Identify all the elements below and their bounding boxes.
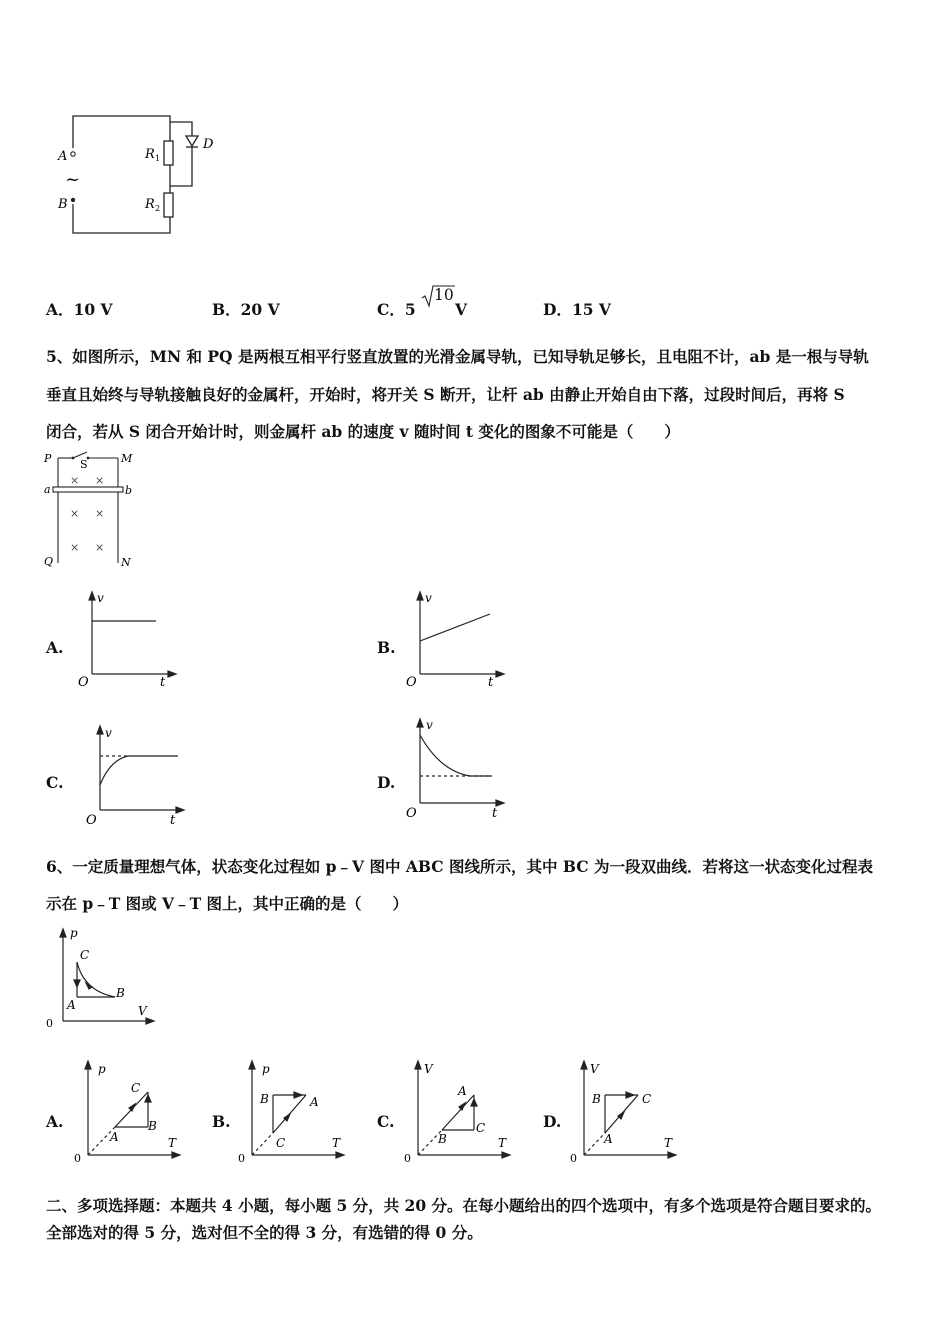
axis-v-label: v	[426, 718, 433, 732]
field-cross: ×	[95, 474, 105, 487]
axis-v-label: v	[105, 726, 112, 740]
axis-t-label: t	[488, 675, 494, 690]
q5-graph-a	[72, 586, 182, 691]
q6-graph-c	[402, 1055, 512, 1170]
axis-v-label: v	[425, 591, 432, 605]
field-cross: ×	[70, 541, 80, 554]
r1-label: R	[145, 147, 155, 162]
q5-option-c-letter[interactable]: C.	[46, 773, 64, 792]
q6-option-b-letter[interactable]: B.	[212, 1112, 231, 1131]
terminal-a-label: A	[58, 149, 68, 164]
axis-t-label: t	[160, 675, 166, 690]
q4-option-d[interactable]: D．15 V	[543, 300, 611, 319]
axis-t-label: t	[492, 806, 498, 821]
q4-option-a[interactable]: A．10 V	[46, 300, 113, 319]
q6-graph-a	[72, 1055, 182, 1170]
q6-line-1: 6、一定质量理想气体，状态变化过程如 p﹣V 图中 ABC 图线所示，其中 BC 为一段双曲线．若将这一状态变化过程表	[46, 857, 874, 876]
point-label: B	[260, 1092, 269, 1106]
r1-subscript: 1	[155, 154, 161, 163]
origin-label: O	[406, 806, 417, 821]
point-label: B	[592, 1092, 601, 1106]
q4-option-b[interactable]: B．20 V	[212, 300, 280, 319]
rail-q-label: Q	[44, 555, 54, 568]
q6-option-c-letter[interactable]: C.	[377, 1112, 395, 1131]
point-label: A	[310, 1095, 319, 1109]
q5-option-b-letter[interactable]: B.	[377, 638, 396, 657]
q5-line-1: 5、如图所示，MN 和 PQ 是两根互相平行竖直放置的光滑金属导轨，已知导轨足够长，且电阻不计，ab 是一根与导轨	[46, 347, 869, 366]
origin-label: O	[86, 813, 97, 828]
point-a-label: A	[67, 998, 76, 1012]
r2-subscript: 2	[155, 204, 161, 213]
q5-graph-b	[400, 586, 510, 691]
rail-n-label: N	[121, 556, 131, 569]
q6-option-d-letter[interactable]: D.	[543, 1112, 562, 1131]
terminal-b-label: B	[58, 197, 68, 212]
axis-v-label: v	[97, 591, 104, 605]
axis-t-label: T	[498, 1136, 507, 1150]
rod-b-label: b	[125, 484, 133, 497]
origin-label: O	[406, 675, 417, 690]
field-cross: ×	[70, 507, 80, 520]
point-label: B	[148, 1119, 157, 1133]
field-cross: ×	[95, 507, 105, 520]
diode-label: D	[203, 137, 214, 152]
origin-label: 0	[46, 1017, 53, 1030]
axis-v-label: V	[138, 1004, 147, 1018]
rail-diagram	[40, 448, 140, 573]
axis-label: V	[590, 1062, 599, 1076]
axis-t-label: T	[168, 1136, 177, 1150]
point-label: C	[476, 1121, 486, 1135]
axis-t-label: t	[170, 813, 176, 828]
axis-t-label: T	[332, 1136, 341, 1150]
point-c-label: C	[80, 948, 90, 962]
rail-p-label: P	[44, 452, 52, 465]
origin-label: O	[78, 675, 89, 690]
field-cross: ×	[70, 474, 80, 487]
sqrt-symbol	[421, 286, 455, 318]
origin-label: 0	[74, 1152, 81, 1165]
axis-label: V	[424, 1062, 433, 1076]
q5-line-3: 闭合，若从 S 闭合开始计时，则金属杆 ab 的速度 v 随时间 t 变化的图象不可能是（ ）	[46, 422, 680, 441]
q5-option-d-letter[interactable]: D.	[377, 773, 396, 792]
r2-label: R	[145, 197, 155, 212]
point-b-label: B	[116, 986, 125, 1000]
section-2-line-1: 二、多项选择题：本题共 4 小题，每小题 5 分，共 20 分。在每小题给出的四个选项中，有多个选项是符合题目要求的。	[46, 1196, 882, 1215]
q5-option-a-letter[interactable]: A.	[46, 638, 64, 657]
q4-option-c[interactable]: C．5 10 V	[377, 286, 468, 319]
axis-p-label: p	[70, 926, 78, 940]
point-label: C	[276, 1136, 286, 1150]
origin-label: 0	[238, 1152, 245, 1165]
q6-line-2: 示在 p﹣T 图或 V﹣T 图上，其中正确的是（ ）	[46, 894, 409, 913]
origin-label: 0	[404, 1152, 411, 1165]
switch-s-label: S	[80, 458, 88, 471]
pv-diagram	[40, 925, 160, 1035]
rod-a-label: a	[44, 483, 51, 496]
q5-graph-d	[400, 713, 510, 823]
point-label: A	[110, 1130, 119, 1144]
axis-t-label: T	[664, 1136, 673, 1150]
field-cross: ×	[95, 541, 105, 554]
point-label: A	[604, 1132, 613, 1146]
point-label: A	[458, 1084, 467, 1098]
circuit-diagram	[50, 108, 230, 248]
section-2-line-2: 全部选对的得 5 分，选对但不全的得 3 分，有选错的得 0 分。	[46, 1223, 483, 1242]
q5-line-2: 垂直且始终与导轨接触良好的金属杆，开始时，将开关 S 断开，让杆 ab 由静止开始自由下落，过段时间后，再将 S	[46, 385, 845, 404]
axis-label: p	[262, 1062, 270, 1076]
q6-graph-b	[236, 1055, 346, 1170]
point-label: C	[131, 1081, 141, 1095]
q5-graph-c	[80, 720, 190, 830]
q6-option-a-letter[interactable]: A.	[46, 1112, 64, 1131]
sqrt-radicand: 10	[434, 286, 454, 304]
point-label: B	[438, 1132, 447, 1146]
rail-m-label: M	[121, 452, 133, 465]
point-label: C	[642, 1092, 652, 1106]
axis-label: p	[98, 1062, 106, 1076]
origin-label: 0	[570, 1152, 577, 1165]
q6-graph-d	[568, 1055, 678, 1170]
ac-symbol: ~	[65, 169, 81, 190]
